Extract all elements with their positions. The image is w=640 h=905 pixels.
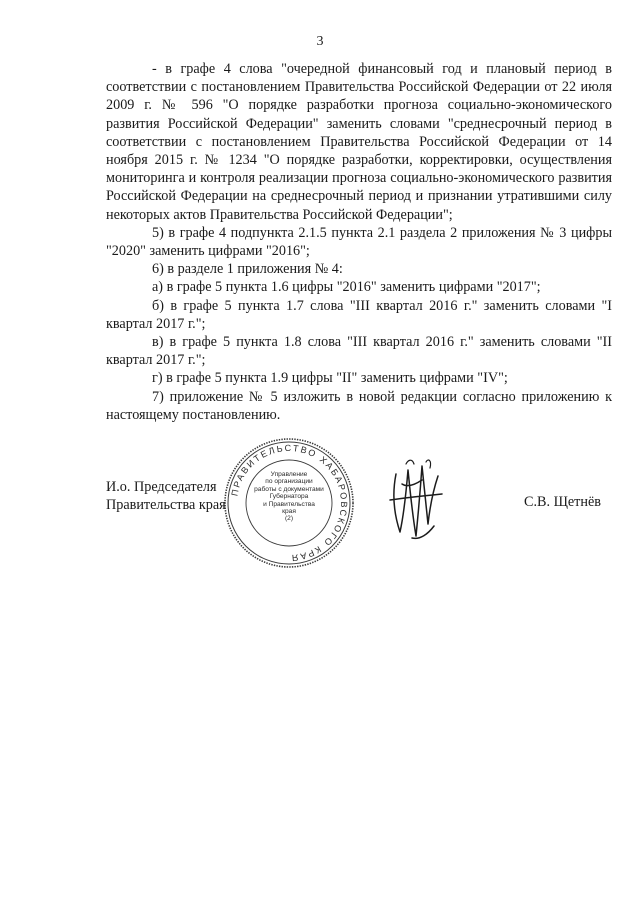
seal-ring-text: ПРАВИТЕЛЬСТВО ХАБАРОВСКОГО КРАЯ (229, 442, 350, 564)
paragraph-item-g: г) в графе 5 пункта 1.9 цифры "II" заменить цифрами "IV"; (152, 370, 508, 387)
paragraph-amendment-5: 5) в графе 4 подпункта 2.1.5 пункта 2.1 раздела 2 приложения № 3 цифры "2020" заменить цифрами "2016"; (106, 224, 612, 260)
paragraph-item-a: а) в графе 5 пункта 1.6 цифры "2016" заменить цифрами "2017"; (152, 279, 541, 296)
paragraph-item-b: б) в графе 5 пункта 1.7 слова "III квартал 2016 г." заменить словами "I квартал 2017 г."; (106, 297, 612, 332)
document-body (106, 60, 612, 424)
signer-name: С.В. Щетнёв (524, 494, 601, 510)
page-number: 3 (316, 34, 324, 49)
paragraph-item-v: в) в графе 5 пункта 1.8 слова "III квартал 2016 г." заменить словами "II квартал 2017 г."; (106, 334, 612, 369)
handwritten-signature (382, 454, 452, 546)
paragraph-amendment-6: 6) в разделе 1 приложения № 4: (152, 261, 343, 278)
position-line-1: И.о. Председателя (106, 479, 217, 495)
paragraph-amendment-7: 7) приложение № 5 изложить в новой редакции согласно приложению к настоящему постановлению. (106, 388, 612, 423)
position-line-2: Правительства края (106, 497, 226, 513)
seal-center-text: Управление по организации работы с документами Губернатора и Правительства края (2) (254, 471, 324, 523)
paragraph-amendment-4: - в графе 4 слова "очередной финансовый год и плановый период в соответствии с постановлением Правительства Российской Федерации от 22 июля 2009 г. № 596 "О порядке разработки прогноза социально-экономического развития Российской Федерации" заменить словами "среднесрочный период в соответствии с постановлением Правительства Российской Федерации от 14 ноября 2015 г. № 1234 "О порядке разработки, корректировки, осуществления мониторинга и контроля реализации прогноза социально-экономического развития Российской Федерации на среднесрочный период и признании утратившими силу некоторых актов Правительства Российской Федерации"; (106, 61, 612, 223)
signatory-position (106, 478, 226, 514)
